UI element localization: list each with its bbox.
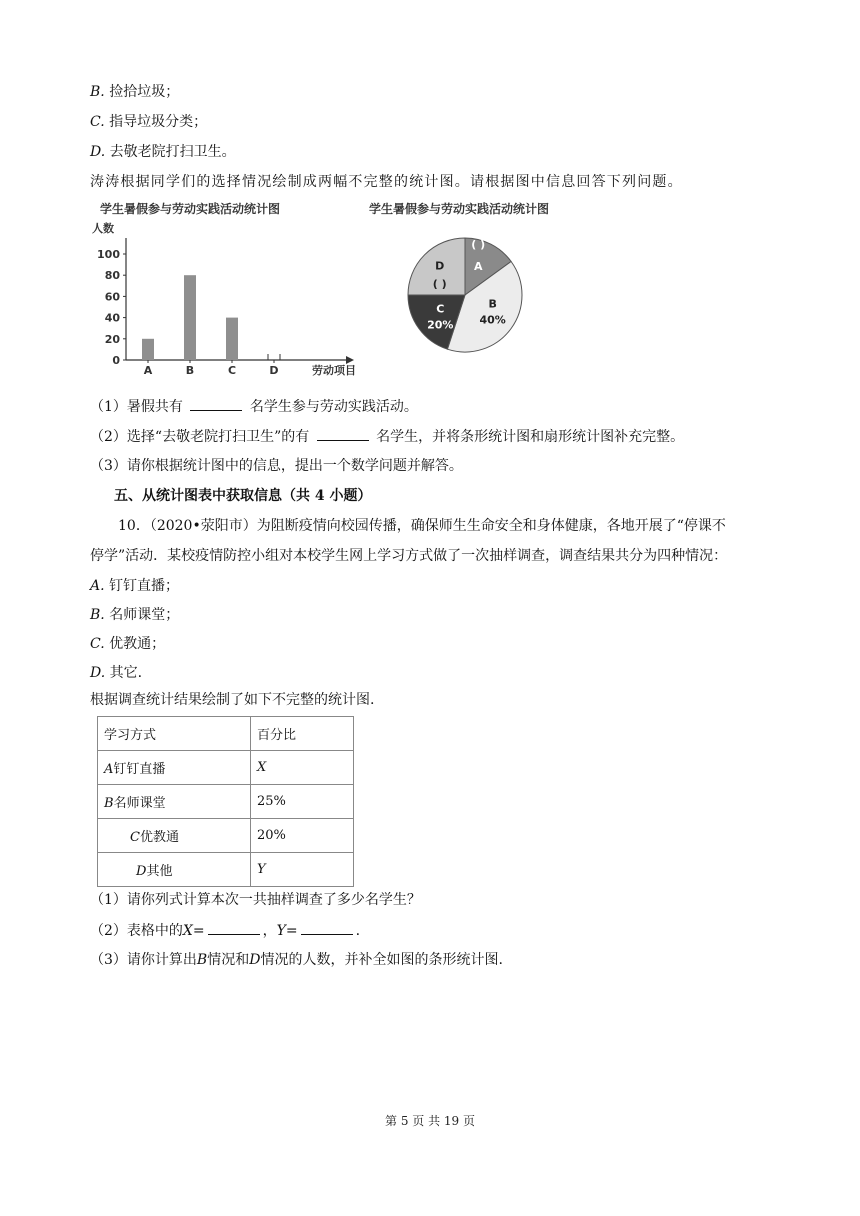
pie-value-label: 40% — [479, 313, 506, 327]
page-footer: 第 5 页 共 19 页 — [385, 1114, 475, 1128]
variable-x: X — [182, 923, 193, 939]
question-2-3 — [90, 950, 503, 970]
problem-10-line-2: 停学”活动．某校疫情防控小组对本校学生网上学习方式做了一次抽样调查，调查结果共分为四种情况： — [90, 548, 728, 564]
study-method-table — [97, 716, 354, 887]
table-row — [98, 785, 354, 819]
table-header-cell: 学习方式 — [98, 717, 251, 751]
option-c-line — [90, 112, 207, 132]
bar-chart-title: 学生暑假参与劳动实践活动统计图 — [100, 202, 281, 216]
bar-b — [184, 275, 196, 360]
variable-d: D — [249, 952, 261, 968]
option-d-line — [90, 142, 236, 162]
row-letter: C — [130, 830, 140, 845]
pie-label: B — [488, 297, 497, 311]
question-2 — [90, 426, 684, 447]
x-tick-label: A — [143, 364, 153, 377]
row-value: X — [257, 760, 267, 775]
option-text: 指导垃圾分类； — [109, 114, 208, 130]
answer-blank[interactable] — [317, 426, 369, 441]
question-2-2 — [90, 920, 360, 941]
question-text: 情况的人数，并补全如图的条形统计图. — [260, 952, 503, 968]
option-text: 优教通； — [109, 636, 166, 652]
question-1-prefix: （1）暑假共有 — [90, 399, 183, 415]
table-header-row — [98, 717, 354, 751]
y-axis-label: 人数 — [92, 222, 114, 235]
question-2-prefix: （2）选择“去敬老院打扫卫生”的有 — [90, 429, 310, 445]
x-tick-label: D — [269, 364, 279, 377]
period: . — [355, 923, 361, 939]
row-name: 钉钉直播 — [113, 762, 166, 777]
option-a-line — [90, 576, 179, 596]
answer-blank-x[interactable] — [208, 920, 260, 935]
option-letter: D. — [90, 665, 106, 681]
row-name: 名师课堂 — [113, 796, 166, 811]
table-cell — [98, 853, 251, 887]
variable-y: Y — [276, 923, 286, 939]
table-row — [98, 819, 354, 853]
table-cell — [251, 751, 354, 785]
option-letter: C. — [90, 114, 105, 130]
pie-label: A — [473, 260, 483, 274]
section-heading: 五、从统计图表中获取信息（共 4 小题） — [114, 488, 372, 504]
pie-value-label: 20% — [427, 318, 454, 332]
intro-text: 涛涛根据同学们的选择情况绘制成两幅不完整的统计图。请根据图中信息回答下列问题。 — [90, 174, 683, 190]
row-value: Y — [257, 862, 266, 877]
option-d-line — [90, 663, 142, 683]
row-letter: D — [136, 864, 147, 879]
option-text: 去敬老院打扫卫生。 — [109, 144, 236, 160]
pie-chart-title: 学生暑假参与劳动实践活动统计图 — [369, 202, 550, 216]
question-2-suffix: 名学生，并将条形统计图和扇形统计图补充完整。 — [376, 429, 685, 445]
problem-10-after: 根据调查统计结果绘制了如下不完整的统计图. — [90, 692, 375, 708]
option-letter: B. — [90, 607, 105, 623]
option-letter: B. — [90, 84, 105, 100]
answer-blank-y[interactable] — [301, 920, 353, 935]
question-3: （3）请你根据统计图中的信息，提出一个数学问题并解答。 — [90, 458, 463, 474]
table-cell: 20% — [251, 819, 354, 853]
bar-a — [142, 339, 154, 360]
row-letter: A — [104, 762, 114, 777]
option-text: 名师课堂； — [109, 607, 180, 623]
y-tick-label: 40 — [104, 311, 120, 325]
pie-value-label: ( ) — [471, 238, 486, 252]
question-text: 情况和 — [207, 952, 250, 968]
problem-10-line-1: 10．（2020•荥阳市）为阻断疫情向校园传播，确保师生生命安全和身体健康，各地开展了“停课不 — [118, 518, 726, 534]
x-tick-label: C — [227, 364, 237, 377]
answer-blank[interactable] — [190, 396, 242, 411]
option-letter: D. — [90, 144, 106, 160]
table-cell: 25% — [251, 785, 354, 819]
table-row — [98, 853, 354, 887]
option-c-line — [90, 634, 165, 654]
table-cell — [98, 751, 251, 785]
y-tick-label: 0 — [112, 354, 120, 367]
table-cell — [251, 853, 354, 887]
question-text: （2）表格中的 — [90, 923, 183, 939]
row-name: 其他 — [146, 864, 173, 879]
option-text: 钉钉直播； — [109, 578, 180, 594]
question-1-suffix: 名学生参与劳动实践活动。 — [249, 399, 418, 415]
pie-label: D — [435, 259, 445, 273]
table-cell — [98, 785, 251, 819]
option-text: 捡拾垃圾； — [109, 84, 180, 100]
equals-sign: = — [285, 923, 298, 939]
option-text: 其它. — [109, 665, 143, 681]
question-1 — [90, 396, 418, 417]
comma: ， — [262, 923, 277, 939]
bar-chart — [88, 214, 378, 384]
option-letter: A. — [90, 578, 105, 594]
x-tick-label: B — [185, 364, 195, 377]
option-b-line — [90, 605, 179, 625]
y-tick-label: 60 — [104, 290, 120, 304]
question-2-1: （1）请你列式计算本次一共抽样调查了多少名学生？ — [90, 892, 421, 908]
pie-label: C — [436, 302, 445, 316]
equals-sign: = — [192, 923, 205, 939]
question-text: （3）请你计算出 — [90, 952, 197, 968]
y-tick-label: 80 — [104, 269, 120, 283]
row-letter: B — [104, 796, 114, 811]
x-axis-arrow — [346, 356, 354, 364]
bar-c — [226, 318, 238, 360]
row-name: 优教通 — [139, 830, 179, 845]
pie-value-label: ( ) — [432, 277, 447, 291]
pie-chart — [400, 230, 530, 360]
variable-b: B — [196, 952, 208, 968]
table-cell — [98, 819, 251, 853]
x-axis-label: 劳动项目 — [312, 364, 356, 377]
option-b-line — [90, 82, 179, 102]
y-tick-label: 100 — [97, 248, 120, 261]
option-letter: C. — [90, 636, 105, 652]
table-header-cell: 百分比 — [251, 717, 354, 751]
y-tick-label: 20 — [104, 332, 120, 346]
table-row — [98, 751, 354, 785]
